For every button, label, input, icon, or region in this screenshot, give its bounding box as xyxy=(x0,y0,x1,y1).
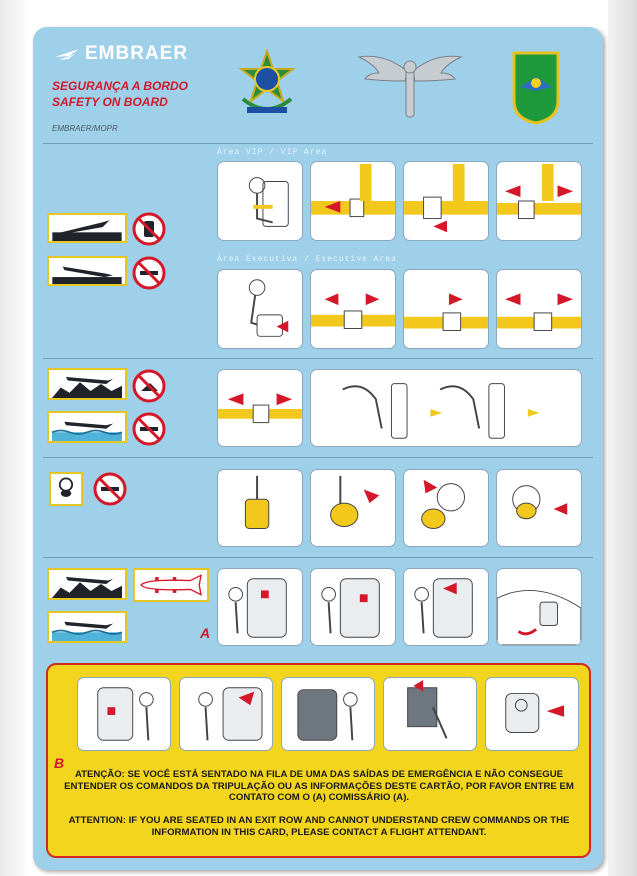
landing-icon xyxy=(49,370,125,398)
exit-a-step-3 xyxy=(403,568,489,646)
oxygen-step-4 xyxy=(496,469,582,547)
water-landing-icon xyxy=(49,413,125,441)
exit-map-icon xyxy=(135,570,207,600)
oxygen-mask-icon xyxy=(51,474,81,504)
landing-indicator xyxy=(47,256,127,286)
no-smoking-icon xyxy=(93,472,127,506)
seat-belt-step-2 xyxy=(310,161,396,241)
seat-belt-step-1 xyxy=(217,161,303,241)
scan-edge-left xyxy=(0,0,30,876)
seat-belt-exec-step-3 xyxy=(403,269,489,349)
section-divider xyxy=(43,557,593,558)
exit-a-step-1 xyxy=(217,568,303,646)
title-english: SAFETY ON BOARD xyxy=(52,95,168,109)
section-divider xyxy=(43,457,593,458)
water-landing-indicator xyxy=(47,411,127,443)
water-landing-icon xyxy=(49,613,125,641)
section-divider xyxy=(43,143,593,144)
brazil-coat-of-arms-icon xyxy=(233,49,301,121)
takeoff-indicator xyxy=(47,213,127,243)
exit-b-step-2 xyxy=(179,677,273,751)
landing-icon xyxy=(49,570,125,598)
zone-label-executive: Área Executiva / Executive Area xyxy=(217,255,397,264)
embraer-logo xyxy=(55,43,188,65)
seat-belt-step-3 xyxy=(403,161,489,241)
scan-edge-right xyxy=(608,0,637,876)
exit-b-step-5 xyxy=(485,677,579,751)
document-code: EMBRAER/MOPR xyxy=(52,124,118,133)
zone-label-vip: Área VIP / VIP Area xyxy=(217,148,328,157)
oxygen-mask-indicator xyxy=(49,472,83,506)
emergency-landing-indicator xyxy=(47,368,127,400)
no-high-heels-icon xyxy=(132,369,166,403)
squadron-shield-icon xyxy=(512,51,560,125)
exit-map xyxy=(133,568,209,602)
exit-a-step-2 xyxy=(310,568,396,646)
takeoff-icon xyxy=(49,215,125,241)
brace-belt-panel xyxy=(217,369,303,447)
oxygen-step-2 xyxy=(310,469,396,547)
oxygen-step-1 xyxy=(217,469,303,547)
brace-position-panel xyxy=(310,369,582,447)
exit-row-warning-en: ATTENTION: IF YOU ARE SEATED IN AN EXIT ROW AND CANNOT UNDERSTAND CREW COMMANDS OR THE INFORMATION IN THIS CARD, PLEASE CONTACT A FLIGHT ATTENDANT. xyxy=(68,815,570,838)
seat-belt-exec-step-1 xyxy=(217,269,303,349)
exit-row-warning-pt: ATENÇÃO: SE VOCÊ ESTÁ SENTADO NA FILA DE UMA DAS SAÍDAS DE EMERGÊNCIA E NÃO CONSEGUE ENTENDER OS COMANDOS DA TRIPULAÇÃO OU AS INFORMAÇÕES DESTE CARTÃO, POR FAVOR ENTRE EM CONTATO COM O (A) COMISSÁRIO (A). xyxy=(64,769,574,803)
no-smoking-icon xyxy=(132,256,166,290)
no-electronics-icon xyxy=(132,212,166,246)
exit-b-section xyxy=(46,663,591,858)
exit-label-a: A xyxy=(200,625,211,641)
oxygen-step-3 xyxy=(403,469,489,547)
no-smoking-icon xyxy=(132,412,166,446)
safety-card xyxy=(33,27,603,870)
embraer-logo-icon xyxy=(55,47,79,61)
emergency-landing-indicator xyxy=(47,568,127,600)
exit-label-b: B xyxy=(54,755,65,771)
landing-icon xyxy=(49,258,125,284)
seat-belt-exec-step-4 xyxy=(496,269,582,349)
exit-b-step-3 xyxy=(281,677,375,751)
seat-belt-exec-step-2 xyxy=(310,269,396,349)
exit-b-step-4 xyxy=(383,677,477,751)
air-force-wings-icon xyxy=(355,51,465,125)
title-portuguese: SEGURANÇA A BORDO xyxy=(52,79,189,93)
exit-a-step-4 xyxy=(496,568,582,646)
section-divider xyxy=(43,358,593,359)
seat-belt-step-4 xyxy=(496,161,582,241)
water-landing-indicator xyxy=(47,611,127,643)
brand-name: EMBRAER xyxy=(85,43,189,64)
exit-b-step-1 xyxy=(77,677,171,751)
